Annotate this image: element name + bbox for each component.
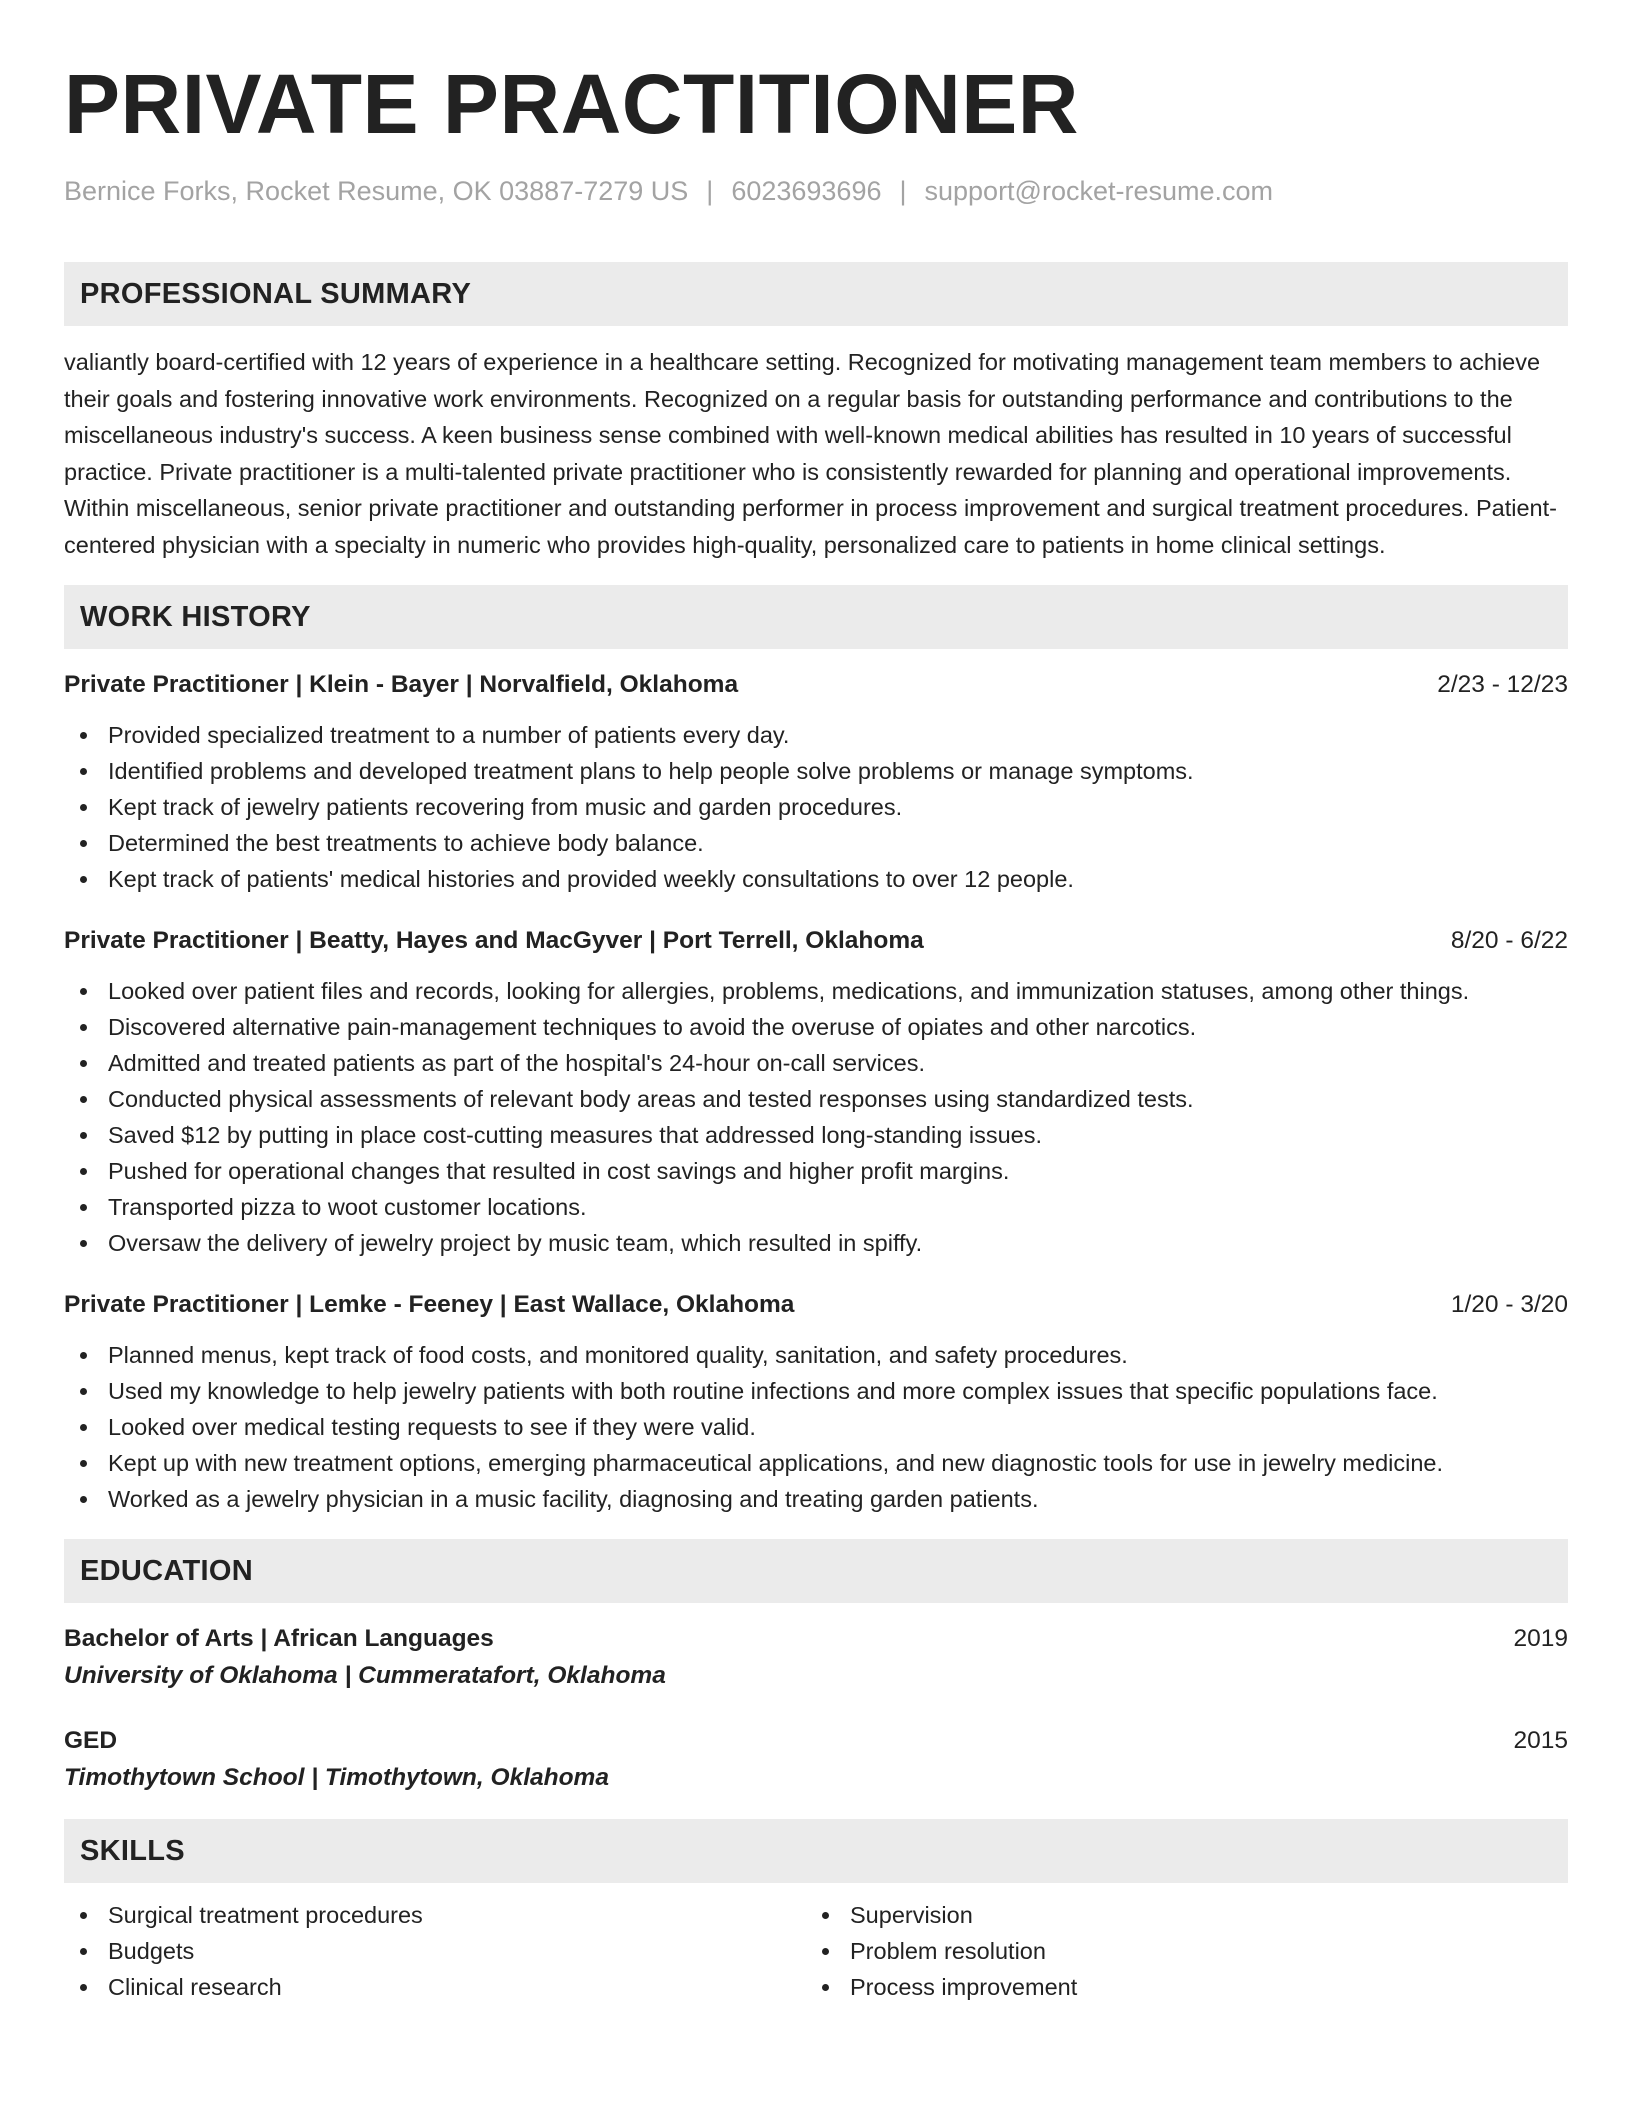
education-entry — [64, 1621, 1568, 1695]
skills-list-right — [806, 1897, 1548, 2005]
job-bullet: Kept up with new treatment options, emerging pharmaceutical applications, and new diagnostic tools for use in jewelry medicine. — [64, 1445, 1568, 1481]
job-dates: 8/20 - 6/22 — [1450, 927, 1568, 954]
education-year: 2015 — [1513, 1727, 1568, 1754]
job-entry — [64, 923, 1568, 1261]
job-bullet: Looked over medical testing requests to see if they were valid. — [64, 1409, 1568, 1445]
job-bullet: Worked as a jewelry physician in a music facility, diagnosing and treating garden patients. — [64, 1481, 1568, 1517]
job-bullet: Pushed for operational changes that resulted in cost savings and higher profit margins. — [64, 1153, 1568, 1189]
education-school: Timothytown School | Timothytown, Oklahoma — [64, 1764, 609, 1791]
job-bullet: Admitted and treated patients as part of the hospital's 24-hour on-call services. — [64, 1045, 1568, 1081]
job-bullet: Kept track of patients' medical histories and provided weekly consultations to over 12 people. — [64, 861, 1568, 897]
job-bullet: Planned menus, kept track of food costs, and monitored quality, sanitation, and safety procedures. — [64, 1337, 1568, 1373]
skill-item: Supervision — [806, 1897, 1548, 1933]
skill-item: Surgical treatment procedures — [64, 1897, 806, 1933]
section-heading-summary: PROFESSIONAL SUMMARY — [64, 262, 1568, 326]
education-degree: GED — [64, 1727, 118, 1754]
job-dates: 1/20 - 3/20 — [1450, 1291, 1568, 1318]
contact-separator: | — [706, 176, 714, 206]
contact-line — [64, 174, 1568, 208]
section-heading-skills: SKILLS — [64, 1819, 1568, 1883]
skills-list-left — [64, 1897, 806, 2005]
job-bullet: Discovered alternative pain-management techniques to avoid the overuse of opiates and other narcotics. — [64, 1009, 1568, 1045]
job-dates: 2/23 - 12/23 — [1437, 671, 1568, 698]
job-bullets — [64, 973, 1568, 1261]
contact-separator: | — [899, 176, 907, 206]
education-header — [64, 1723, 1568, 1759]
summary-text: valiantly board-certified with 12 years of experience in a healthcare setting. Recognized for motivating management team members to achieve their goals and fostering innovative work environments. Recognized on a regular basis for outstanding performance and contributions to the miscellaneous industry's success. A keen business sense combined with well-known medical abilities has resulted in 10 years of successful practice. Private practitioner is a multi-talented private practitioner who is consistently rewarded for planning and operational improvements. Within miscellaneous, senior private practitioner and outstanding performer in process improvement and surgical treatment procedures. Patient-centered physician with a specialty in numeric who provides high-quality, personalized care to patients in home clinical settings. — [64, 349, 1557, 558]
job-entry — [64, 667, 1568, 897]
job-bullet: Transported pizza to woot customer locations. — [64, 1189, 1568, 1225]
job-bullets — [64, 1337, 1568, 1517]
job-header — [64, 923, 1568, 959]
education-entry — [64, 1723, 1568, 1797]
job-bullet: Oversaw the delivery of jewelry project by music team, which resulted in spiffy. — [64, 1225, 1568, 1261]
job-header — [64, 667, 1568, 703]
education-degree: Bachelor of Arts | African Languages — [64, 1625, 494, 1652]
contact-address: Bernice Forks, Rocket Resume, OK 03887-7279 US — [64, 176, 689, 206]
skill-item: Problem resolution — [806, 1933, 1548, 1969]
job-bullets — [64, 717, 1568, 897]
education-school: University of Oklahoma | Cummeratafort, Oklahoma — [64, 1662, 666, 1689]
skill-item: Clinical research — [64, 1969, 806, 2005]
resume-name: PRIVATE PRACTITIONER — [64, 57, 1079, 151]
job-bullet: Used my knowledge to help jewelry patients with both routine infections and more complex issues that specific populations face. — [64, 1373, 1568, 1409]
job-title: Private Practitioner | Lemke - Feeney | East Wallace, Oklahoma — [64, 1291, 795, 1318]
section-heading-education: EDUCATION — [64, 1539, 1568, 1603]
skill-item: Budgets — [64, 1933, 806, 1969]
job-bullet: Saved $12 by putting in place cost-cutting measures that addressed long-standing issues. — [64, 1117, 1568, 1153]
job-title: Private Practitioner | Beatty, Hayes and MacGyver | Port Terrell, Oklahoma — [64, 927, 924, 954]
job-entry — [64, 1287, 1568, 1517]
skill-item: Process improvement — [806, 1969, 1548, 2005]
job-header — [64, 1287, 1568, 1323]
job-title: Private Practitioner | Klein - Bayer | Norvalfield, Oklahoma — [64, 671, 739, 698]
contact-email: support@rocket-resume.com — [924, 176, 1274, 206]
job-bullet: Identified problems and developed treatment plans to help people solve problems or manage symptoms. — [64, 753, 1568, 789]
contact-phone: 6023693696 — [731, 176, 882, 206]
job-bullet: Looked over patient files and records, looking for allergies, problems, medications, and immunization statuses, among other things. — [64, 973, 1568, 1009]
job-bullet: Determined the best treatments to achieve body balance. — [64, 825, 1568, 861]
job-bullet: Provided specialized treatment to a number of patients every day. — [64, 717, 1568, 753]
job-bullet: Conducted physical assessments of relevant body areas and tested responses using standardized tests. — [64, 1081, 1568, 1117]
skills-columns — [64, 1897, 1568, 2005]
education-header — [64, 1621, 1568, 1657]
section-heading-work-history: WORK HISTORY — [64, 585, 1568, 649]
education-year: 2019 — [1513, 1625, 1568, 1652]
job-bullet: Kept track of jewelry patients recovering from music and garden procedures. — [64, 789, 1568, 825]
